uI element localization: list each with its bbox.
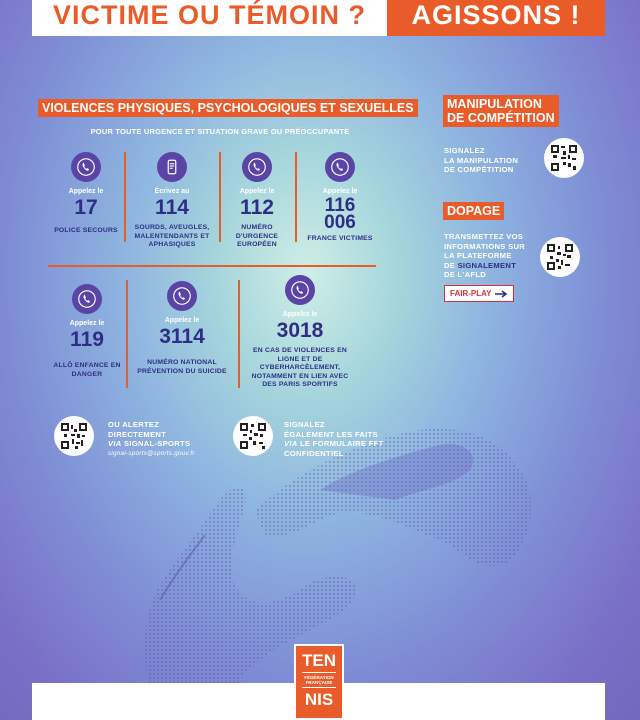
signal-text <box>284 420 384 458</box>
contact-card[interactable] <box>130 152 214 250</box>
sms-icon <box>157 152 187 182</box>
logo-rule <box>302 672 336 673</box>
dopage-line: INFORMATIONS SUR <box>444 241 526 251</box>
qr-icon <box>547 244 573 270</box>
qr-code-manipulation[interactable] <box>544 138 584 178</box>
card-description: ALLÔ ENFANCE EN DANGER <box>53 362 121 378</box>
card-number: 3018 <box>276 319 324 342</box>
card-description: EN CAS DE VIOLENCES EN LIGNE ET DE CYBERHARCÈLEMENT, NOTAMMENT EN LIEN AVEC DES PARIS SPORTIFS <box>251 347 349 388</box>
manipulation-title-line: MANIPULATION <box>447 97 542 111</box>
contact-card[interactable] <box>224 152 290 250</box>
fair-play-text: FAIR-PLAY <box>450 289 492 298</box>
card-description: NUMÉRO D'URGENCE EUROPÉEN <box>235 224 279 248</box>
card-description: SOURDS, AVEUGLES, MALENTENDANTS ET APHASIQUES <box>134 224 210 248</box>
row-divider <box>48 265 376 267</box>
manipulation-line: SIGNALEZ <box>444 146 485 155</box>
dopage-line: TRANSMETTEZ VOS <box>444 232 524 241</box>
manipulation-line: LA MANIPULATION <box>444 155 519 165</box>
alert-email[interactable]: signal-sports@sports.gouv.fr <box>108 449 195 457</box>
qr-code-afld[interactable] <box>540 237 580 277</box>
dopage-title: DOPAGE <box>443 202 504 220</box>
fair-play-logo <box>444 285 514 302</box>
qr-code-fft-form[interactable] <box>233 416 273 456</box>
banner-act <box>387 0 605 36</box>
card-label: Écrivez au <box>154 188 190 195</box>
phone-icon <box>167 281 197 311</box>
manipulation-text <box>444 146 518 175</box>
card-description: FRANCE VICTIMES <box>307 235 373 242</box>
qr-code-signal-sports[interactable] <box>54 416 94 456</box>
violences-subtitle: POUR TOUTE URGENCE ET SITUATION GRAVE OU PRÉOCCUPANTE <box>90 127 350 136</box>
phone-icon <box>325 152 355 182</box>
dopage-line: DE L'AFLD <box>444 270 487 279</box>
phone-icon <box>285 275 315 305</box>
banner-victim <box>32 0 387 36</box>
logo-middle: FÉDÉRATION FRANÇAISE <box>304 675 334 685</box>
card-label: Appelez le <box>164 317 200 324</box>
card-description: NUMÉRO NATIONAL PRÉVENTION DU SUICIDE <box>137 359 227 375</box>
contact-card[interactable] <box>300 152 380 244</box>
alert-line: DIRECTEMENT <box>108 429 167 439</box>
signal-line: LE FORMULAIRE FFT <box>297 439 384 448</box>
contact-card[interactable] <box>250 275 350 390</box>
card-number: 3114 <box>159 325 205 348</box>
contact-card[interactable] <box>132 281 232 376</box>
phone-icon <box>242 152 272 182</box>
logo-rule <box>302 687 336 688</box>
alert-line: OU ALERTEZ <box>108 420 160 429</box>
divider <box>238 280 240 388</box>
card-label: Appelez le <box>68 188 104 195</box>
phone-icon <box>71 152 101 182</box>
logo-top: TEN <box>302 651 336 670</box>
signal-line: ÉGALEMENT LES FAITS <box>284 429 378 439</box>
manipulation-line: DE COMPÉTITION <box>444 165 514 174</box>
logo-bottom: NIS <box>304 690 334 709</box>
card-label: Appelez le <box>282 311 318 318</box>
qr-icon <box>551 145 577 171</box>
divider <box>124 152 126 242</box>
card-number: 116 006 <box>324 195 356 233</box>
fft-logo <box>294 644 344 720</box>
dopage-line: LA PLATEFORME <box>444 251 512 260</box>
dopage-line: DE <box>444 260 458 270</box>
signal-line: SIGNALEZ <box>284 420 325 429</box>
manipulation-title-line: DE COMPÉTITION <box>447 111 555 125</box>
card-description: POLICE SECOURS <box>54 227 118 234</box>
card-label: Appelez le <box>69 320 105 327</box>
card-number: 112 <box>240 196 274 219</box>
divider <box>219 152 221 242</box>
dopage-line: SIGNALEMENT <box>457 260 517 270</box>
alert-line: SIGNAL-SPORTS <box>121 439 191 448</box>
phone-icon <box>72 284 102 314</box>
card-number: 119 <box>70 328 104 351</box>
banner-right-text: AGISSONS ! <box>411 0 581 30</box>
divider <box>126 280 128 388</box>
card-label: Appelez le <box>322 188 358 195</box>
alert-via: VIA <box>108 439 122 448</box>
contact-card[interactable] <box>52 284 122 379</box>
qr-icon <box>240 423 266 449</box>
arrow-icon <box>494 290 508 298</box>
card-number: 114 <box>155 196 189 219</box>
divider <box>295 152 297 242</box>
card-number: 17 <box>74 196 98 219</box>
contact-card[interactable] <box>50 152 122 236</box>
card-label: Appelez le <box>239 188 275 195</box>
violences-title: VIOLENCES PHYSIQUES, PSYCHOLOGIQUES ET SEXUELLES <box>38 99 418 117</box>
banner-left-text: VICTIME OU TÉMOIN ? <box>53 0 366 30</box>
manipulation-title <box>443 95 559 127</box>
alert-text <box>108 420 195 458</box>
signal-line: CONFIDENTIEL <box>284 448 344 458</box>
dopage-text <box>444 232 525 280</box>
qr-icon <box>61 423 87 449</box>
signal-via: VIA <box>284 439 298 448</box>
